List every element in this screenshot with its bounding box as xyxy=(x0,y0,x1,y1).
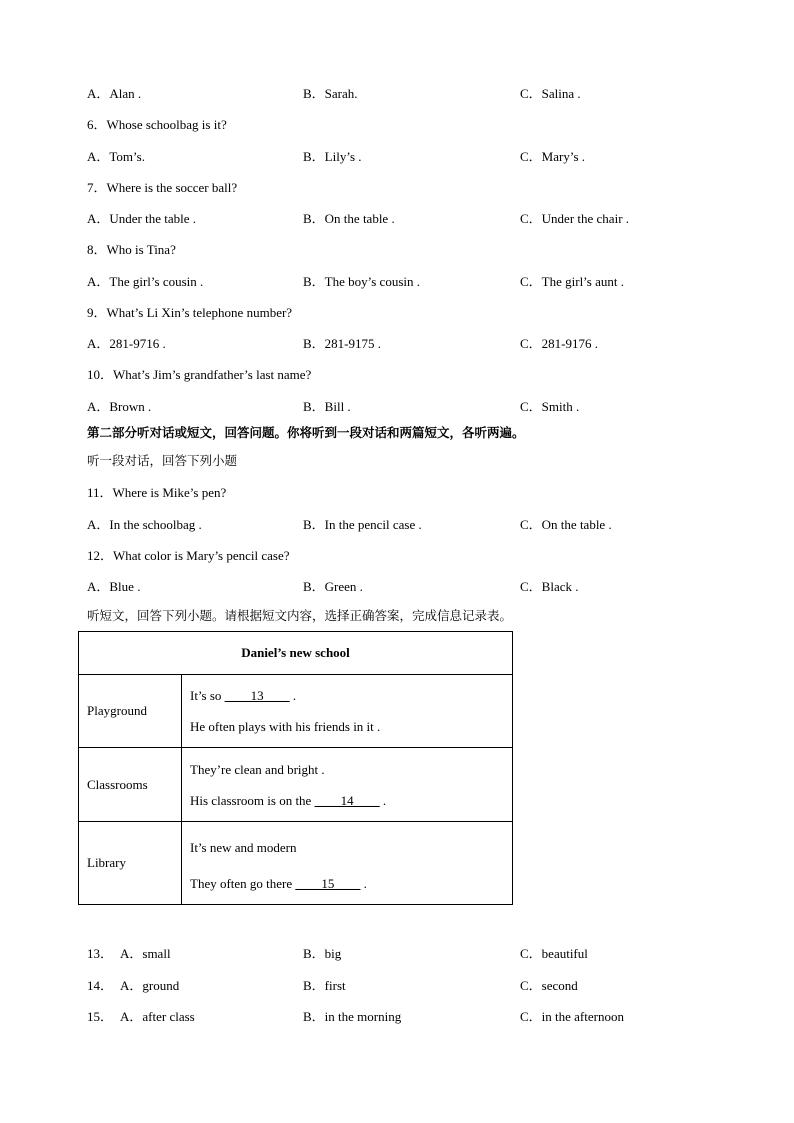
classrooms-line-2-end: . xyxy=(379,792,387,808)
q10-question: 10．What’s Jim’s grandfather’s last name? xyxy=(87,367,312,382)
q9-option-b: B．281-9175 . xyxy=(303,336,382,351)
q8-options xyxy=(0,271,794,289)
q10-option-c: C．Smith . xyxy=(520,399,580,414)
q12-options xyxy=(0,576,794,594)
q9-question: 9．What’s Li Xin’s telephone number? xyxy=(87,305,293,320)
q7-option-c: C．Under the chair . xyxy=(520,211,630,226)
q12-option-b: B．Green . xyxy=(303,579,363,594)
q11-option-a: A．In the schoolbag . xyxy=(87,517,202,532)
q7-question: 7．Where is the soccer ball? xyxy=(87,180,238,195)
row-content-playground xyxy=(182,675,513,748)
q9-options xyxy=(0,333,794,351)
q8-option-b: B．The boy’s cousin . xyxy=(303,274,420,289)
q11-question: 11．Where is Mike’s pen? xyxy=(87,485,227,500)
blank-14: ____14____ xyxy=(314,792,380,808)
q7-option-a: A．Under the table . xyxy=(87,211,197,226)
q5-options xyxy=(0,83,794,101)
library-line-1: It’s new and modern xyxy=(190,839,297,855)
q7-options xyxy=(0,208,794,226)
q13-option-b: B．big xyxy=(303,946,342,961)
q7-option-b: B．On the table . xyxy=(303,211,395,226)
dialog-instruction: 听一段对话，回答下列小题 xyxy=(87,453,238,468)
playground-line-1-text: It’s so xyxy=(190,688,225,703)
q10-option-b: B．Bill . xyxy=(303,399,351,414)
q15-option-a: A．after class xyxy=(120,1009,195,1024)
q5-option-c: C．Salina . xyxy=(520,86,581,101)
q12-question: 12．What color is Mary’s pencil case? xyxy=(87,548,290,563)
blank-13: ____13____ xyxy=(224,688,290,703)
q6-option-b: B．Lily’s . xyxy=(303,149,362,164)
table-title: Daniel’s new school xyxy=(79,632,513,675)
classrooms-line-2 xyxy=(190,785,504,816)
q11-option-b: B．In the pencil case . xyxy=(303,517,422,532)
part2-heading: 第二部分听对话或短文，回答问题。你将听到一段对话和两篇短文，各听两遍。 xyxy=(87,425,525,440)
q10-options xyxy=(0,396,794,414)
q13-option-a: A．small xyxy=(120,946,171,961)
q13-option-c: C．beautiful xyxy=(520,946,588,961)
q6-options xyxy=(0,146,794,164)
q8-option-a: A．The girl’s cousin . xyxy=(87,274,204,289)
row-label-library: Library xyxy=(79,822,182,905)
playground-line-2: He often plays with his friends in it . xyxy=(190,719,381,734)
table-row-playground xyxy=(79,675,513,748)
classrooms-line-2-text: His classroom is on the xyxy=(190,792,315,808)
q9-option-c: C．281-9176 . xyxy=(520,336,599,351)
q12-option-c: C．Black . xyxy=(520,579,579,594)
q15-option-c: C．in the afternoon xyxy=(520,1009,624,1024)
library-line-2-text: They often go there xyxy=(190,875,296,891)
q15-number: 15． xyxy=(87,1009,114,1024)
playground-line-1 xyxy=(190,680,504,711)
classrooms-line-1: They’re clean and bright . xyxy=(190,761,325,777)
library-line-2-end: . xyxy=(360,875,367,891)
row-label-classrooms: Classrooms xyxy=(79,748,182,822)
playground-line-1-end: . xyxy=(289,688,297,703)
q13-number: 13． xyxy=(87,946,114,961)
q11-options xyxy=(0,514,794,532)
q6-option-a: A．Tom’s. xyxy=(87,149,145,164)
passage-instruction: 听短文，回答下列小题。请根据短文内容，选择正确答案，完成信息记录表。 xyxy=(87,608,513,623)
q5-option-b: B．Sarah. xyxy=(303,86,358,101)
q5-option-a: A．Alan . xyxy=(87,86,142,101)
library-line-2 xyxy=(190,868,504,899)
q14-options xyxy=(0,975,794,993)
q9-option-a: A．281-9716 . xyxy=(87,336,166,351)
info-record-table xyxy=(78,631,513,905)
q14-option-a: A．ground xyxy=(120,978,180,993)
q6-option-c: C．Mary’s . xyxy=(520,149,586,164)
q8-option-c: C．The girl’s aunt . xyxy=(520,274,624,289)
row-content-library xyxy=(182,822,513,905)
q10-option-a: A．Brown . xyxy=(87,399,152,414)
row-content-classrooms xyxy=(182,748,513,822)
q15-options xyxy=(0,1006,794,1024)
q14-option-b: B．first xyxy=(303,978,346,993)
q12-option-a: A．Blue . xyxy=(87,579,141,594)
q14-number: 14． xyxy=(87,978,114,993)
q11-option-c: C．On the table . xyxy=(520,517,612,532)
q15-option-b: B．in the morning xyxy=(303,1009,402,1024)
blank-15: ____15____ xyxy=(295,875,361,891)
table-row-library xyxy=(79,822,513,905)
row-label-playground: Playground xyxy=(79,675,182,748)
q13-options xyxy=(0,943,794,961)
table-row-classrooms xyxy=(79,748,513,822)
q8-question: 8．Who is Tina? xyxy=(87,242,176,257)
q14-option-c: C．second xyxy=(520,978,578,993)
q6-question: 6．Whose schoolbag is it? xyxy=(87,117,227,132)
